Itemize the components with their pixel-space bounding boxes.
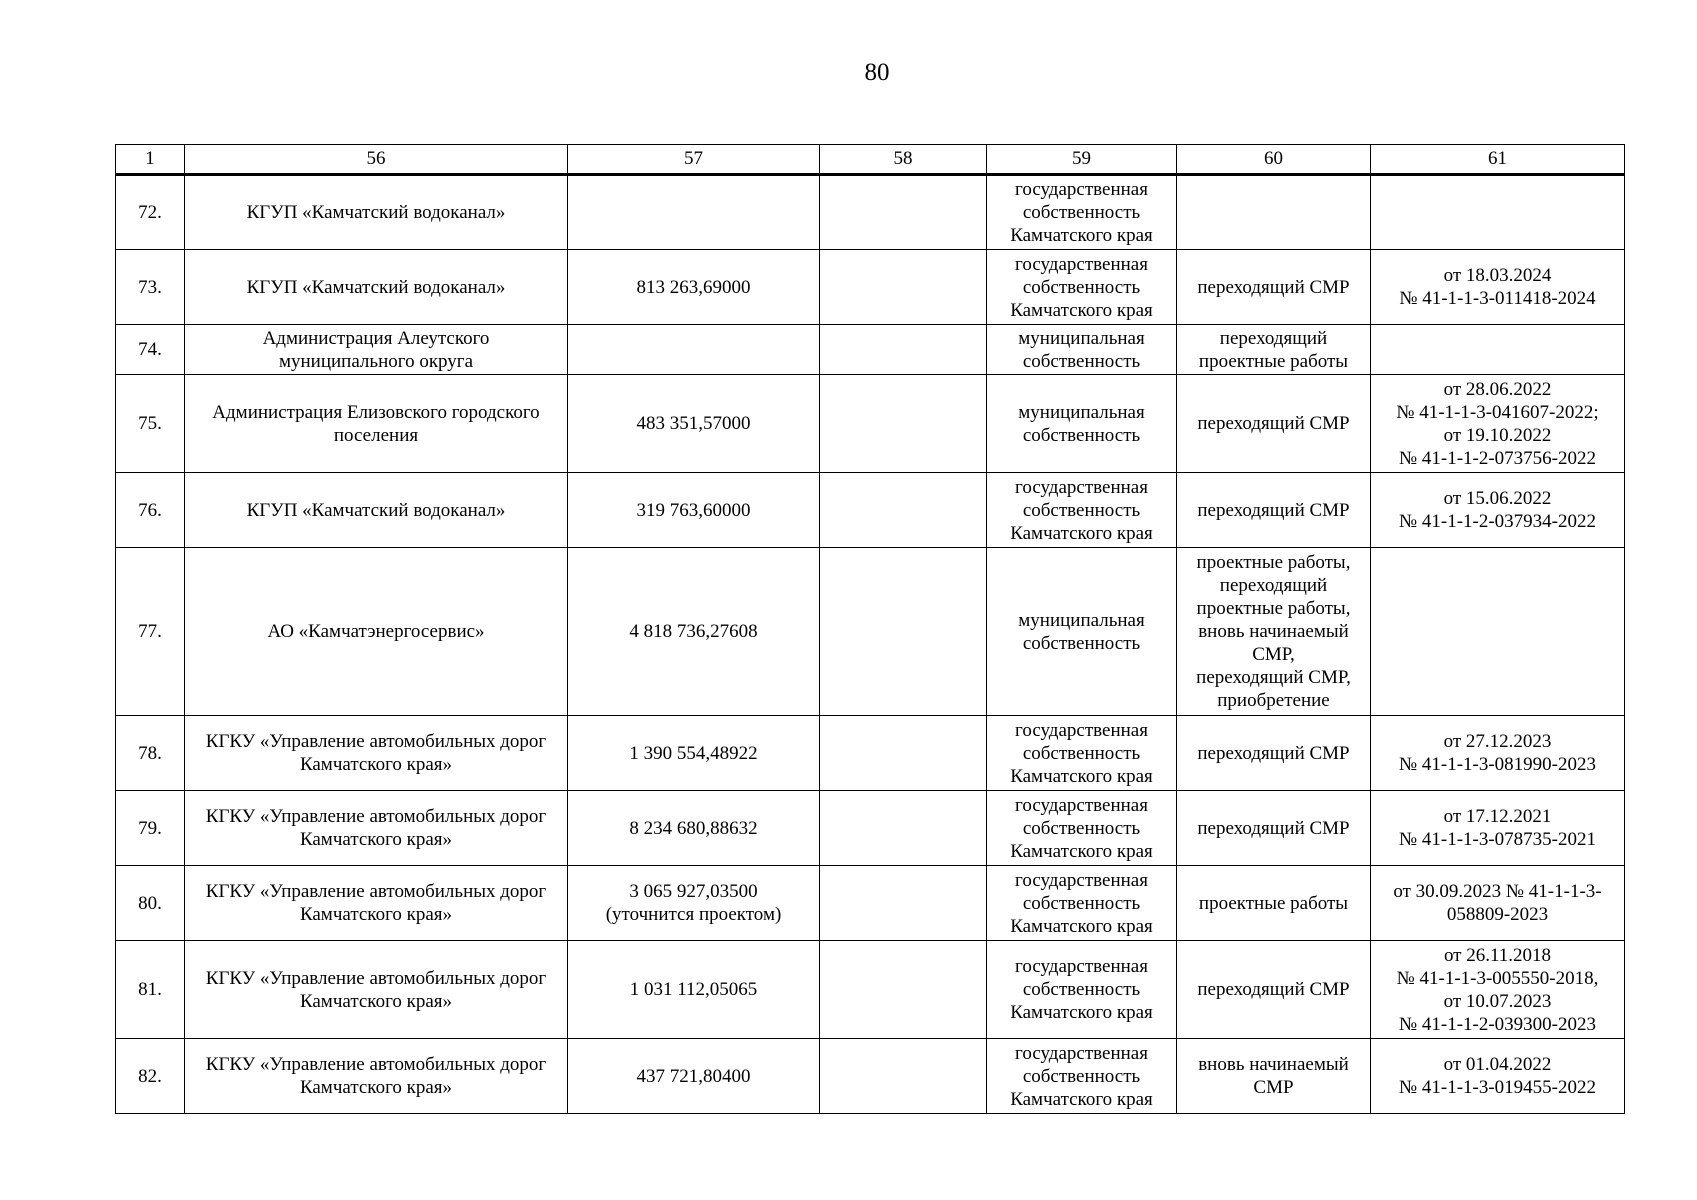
column-58-cell xyxy=(820,375,987,473)
cell-text-line: собственность xyxy=(1022,202,1141,223)
amount-cell xyxy=(568,941,820,1039)
cell-text-line: Камчатского края» xyxy=(299,990,453,1012)
column-header: 58 xyxy=(820,145,987,175)
cell-text-line: Камчатского края» xyxy=(299,904,453,925)
cell-text-line: проектные работы xyxy=(1198,892,1349,914)
organization-cell xyxy=(185,325,568,375)
table-body xyxy=(116,175,1625,1114)
documents-cell xyxy=(1371,250,1625,325)
cell-text-line: от 17.12.2021 xyxy=(1443,806,1552,827)
table-row xyxy=(116,325,1625,375)
stage-cell xyxy=(1177,941,1371,1039)
amount-cell xyxy=(568,473,820,548)
cell-text-line: от 28.06.2022 xyxy=(1443,378,1552,400)
column-header: 61 xyxy=(1371,145,1625,175)
cell-text-line: № 41-1-1-2-037934-2022 xyxy=(1398,511,1596,532)
column-58-cell xyxy=(820,866,987,941)
table-row xyxy=(116,548,1625,716)
cell-text-line: переходящий СМР xyxy=(1197,413,1350,434)
cell-text-line: от 27.12.2023 xyxy=(1443,731,1552,752)
cell-text-line: муниципальная xyxy=(1018,401,1145,423)
table-row xyxy=(116,791,1625,866)
cell-text-line: Камчатского края xyxy=(1010,299,1153,321)
cell-text-line: от 15.06.2022 xyxy=(1443,488,1552,509)
cell-text-line: собственность xyxy=(1022,499,1141,521)
ownership-cell xyxy=(987,175,1177,250)
stage-cell xyxy=(1177,866,1371,941)
row-number-cell: 82. xyxy=(116,1039,185,1114)
cell-text-line: Камчатского края xyxy=(1010,1088,1153,1110)
cell-text-line: КГУП «Камчатский водоканал» xyxy=(246,276,506,298)
documents-cell xyxy=(1371,866,1625,941)
cell-text-line: АО «Камчатэнергосервис» xyxy=(267,621,485,642)
cell-text-line: Камчатского края» xyxy=(299,1077,453,1098)
cell-text-line: государственная xyxy=(1015,253,1148,275)
documents-cell xyxy=(1371,941,1625,1039)
cell-text-line: собственность xyxy=(1022,350,1141,372)
column-header: 1 xyxy=(116,145,185,175)
cell-text-line: КГКУ «Управление автомобильных дорог xyxy=(205,967,547,989)
cell-text-line: № 41-1-1-2-039300-2023 xyxy=(1398,1013,1596,1035)
organization-cell xyxy=(185,866,568,941)
documents-cell xyxy=(1371,175,1625,250)
cell-text-line: СМР xyxy=(1253,1077,1294,1098)
column-58-cell xyxy=(820,941,987,1039)
cell-text-line: КГКУ «Управление автомобильных дорог xyxy=(205,806,547,827)
organization-cell xyxy=(185,716,568,791)
cell-text-line: переходящий СМР xyxy=(1197,742,1350,764)
cell-text-line: Камчатского края» xyxy=(299,829,453,850)
cell-text-line: 058809-2023 xyxy=(1446,904,1549,925)
stage-cell xyxy=(1177,375,1371,473)
cell-text-line: Камчатского края xyxy=(1010,915,1153,937)
cell-text-line: приобретение xyxy=(1217,690,1330,711)
column-58-cell xyxy=(820,473,987,548)
column-header: 60 xyxy=(1177,145,1371,175)
cell-text-line: государственная xyxy=(1015,794,1148,816)
organization-cell xyxy=(185,548,568,716)
cell-text-line: государственная xyxy=(1015,1042,1148,1064)
cell-text-line: государственная xyxy=(1015,956,1148,977)
column-58-cell xyxy=(820,325,987,375)
ownership-cell xyxy=(987,548,1177,716)
amount-cell xyxy=(568,325,820,375)
cell-text-line: 3 065 927,03500 xyxy=(629,881,758,902)
organization-cell xyxy=(185,941,568,1039)
cell-text-line: № 41-1-1-2-073756-2022 xyxy=(1398,447,1596,469)
cell-text-line: собственность xyxy=(1022,632,1141,654)
table-row xyxy=(116,375,1625,473)
organization-cell xyxy=(185,791,568,866)
ownership-cell xyxy=(987,866,1177,941)
column-header: 59 xyxy=(987,145,1177,175)
cell-text-line: № 41-1-1-3-041607-2022; xyxy=(1396,401,1599,423)
row-number-cell: 79. xyxy=(116,791,185,866)
cell-text-line: вновь начинаемый xyxy=(1198,621,1349,642)
row-number-cell: 75. xyxy=(116,375,185,473)
row-number-cell: 78. xyxy=(116,716,185,791)
cell-text-line: государственная xyxy=(1015,476,1148,498)
cell-text-line: собственность xyxy=(1022,1065,1141,1087)
column-58-cell xyxy=(820,791,987,866)
cell-text-line: вновь начинаемый xyxy=(1198,1054,1349,1075)
row-number-cell: 80. xyxy=(116,866,185,941)
column-header: 56 xyxy=(185,145,568,175)
table-row xyxy=(116,473,1625,548)
stage-cell xyxy=(1177,716,1371,791)
cell-text-line: 1 031 112,05065 xyxy=(629,979,758,1000)
stage-cell xyxy=(1177,175,1371,250)
cell-text-line: переходящий СМР xyxy=(1197,817,1350,839)
stage-cell xyxy=(1177,1039,1371,1114)
cell-text-line: 1 390 554,48922 xyxy=(629,742,758,764)
amount-cell xyxy=(568,716,820,791)
page-header xyxy=(0,58,1697,88)
cell-text-line: от 30.09.2023 № 41-1-1-3- xyxy=(1393,881,1602,902)
cell-text-line: собственность xyxy=(1022,742,1141,764)
cell-text-line: от 18.03.2024 xyxy=(1443,265,1552,286)
documents-cell xyxy=(1371,548,1625,716)
stage-cell xyxy=(1177,791,1371,866)
cell-text-line: КГКУ «Управление автомобильных дорог xyxy=(205,1054,547,1075)
cell-text-line: КГКУ «Управление автомобильных дорог xyxy=(205,881,547,902)
cell-text-line: собственность xyxy=(1022,817,1141,839)
cell-text-line: 4 818 736,27608 xyxy=(629,621,758,642)
amount-cell xyxy=(568,548,820,716)
cell-text-line: 483 351,57000 xyxy=(636,413,751,434)
table-row xyxy=(116,250,1625,325)
cell-text-line: Камчатского края xyxy=(1010,225,1153,246)
cell-text-line: 437 721,80400 xyxy=(636,1065,751,1087)
page-number: 80 xyxy=(864,59,890,86)
organization-cell xyxy=(185,375,568,473)
amount-cell xyxy=(568,866,820,941)
cell-text-line: собственность xyxy=(1022,276,1141,298)
table-row xyxy=(116,716,1625,791)
column-58-cell xyxy=(820,716,987,791)
cell-text-line: от 10.07.2023 xyxy=(1443,990,1552,1012)
documents-cell xyxy=(1371,325,1625,375)
cell-text-line: № 41-1-1-3-011418-2024 xyxy=(1399,288,1596,309)
table-header xyxy=(116,145,1625,175)
amount-cell xyxy=(568,175,820,250)
cell-text-line: № 41-1-1-3-081990-2023 xyxy=(1398,754,1596,775)
cell-text-line: поселения xyxy=(333,424,419,446)
row-number-cell: 74. xyxy=(116,325,185,375)
amount-cell xyxy=(568,791,820,866)
cell-text-line: 319 763,60000 xyxy=(636,499,751,521)
cell-text-line: муниципального округа xyxy=(278,350,474,372)
row-number-cell: 72. xyxy=(116,175,185,250)
cell-text-line: Камчатского края xyxy=(1010,1002,1153,1023)
cell-text-line: 813 263,69000 xyxy=(636,276,751,298)
stage-cell xyxy=(1177,548,1371,716)
cell-text-line: КГУП «Камчатский водоканал» xyxy=(246,499,506,521)
ownership-cell xyxy=(987,250,1177,325)
cell-text-line: от 19.10.2022 xyxy=(1443,424,1552,446)
ownership-cell xyxy=(987,1039,1177,1114)
organization-cell xyxy=(185,1039,568,1114)
amount-cell xyxy=(568,250,820,325)
cell-text-line: муниципальная xyxy=(1018,327,1145,349)
ownership-cell xyxy=(987,375,1177,473)
cell-text-line: государственная xyxy=(1015,179,1148,200)
organization-cell xyxy=(185,175,568,250)
cell-text-line: государственная xyxy=(1015,719,1148,741)
stage-cell xyxy=(1177,473,1371,548)
table-row xyxy=(116,866,1625,941)
cell-text-line: проектные работы, xyxy=(1196,598,1351,619)
row-number-cell: 81. xyxy=(116,941,185,1039)
stage-cell xyxy=(1177,250,1371,325)
ownership-cell xyxy=(987,791,1177,866)
table-row xyxy=(116,941,1625,1039)
cell-text-line: от 01.04.2022 xyxy=(1443,1054,1552,1075)
organization-cell xyxy=(185,250,568,325)
cell-text-line: Камчатского края xyxy=(1010,522,1153,544)
cell-text-line: от 26.11.2018 xyxy=(1443,944,1552,966)
column-58-cell xyxy=(820,548,987,716)
cell-text-line: проектные работы, xyxy=(1196,552,1351,573)
cell-text-line: КГКУ «Управление автомобильных дорог xyxy=(205,731,547,752)
documents-cell xyxy=(1371,375,1625,473)
cell-text-line: переходящий СМР, xyxy=(1196,667,1351,688)
cell-text-line: Администрация Елизовского городского xyxy=(212,401,540,423)
ownership-cell xyxy=(987,473,1177,548)
column-58-cell xyxy=(820,175,987,250)
cell-text-line: № 41-1-1-3-019455-2022 xyxy=(1398,1077,1596,1098)
cell-text-line: переходящий СМР xyxy=(1197,979,1350,1000)
table-row xyxy=(116,175,1625,250)
column-58-cell xyxy=(820,1039,987,1114)
cell-text-line: собственность xyxy=(1022,892,1141,914)
registry-table xyxy=(115,144,1625,1114)
cell-text-line: муниципальная xyxy=(1018,609,1145,631)
cell-text-line: Камчатского края xyxy=(1010,840,1153,862)
cell-text-line: государственная xyxy=(1015,869,1148,891)
row-number-cell: 77. xyxy=(116,548,185,716)
cell-text-line: КГУП «Камчатский водоканал» xyxy=(246,202,506,223)
cell-text-line: переходящий СМР xyxy=(1197,276,1350,298)
ownership-cell xyxy=(987,941,1177,1039)
cell-text-line: переходящий xyxy=(1219,575,1328,596)
column-header: 57 xyxy=(568,145,820,175)
ownership-cell xyxy=(987,716,1177,791)
amount-cell xyxy=(568,375,820,473)
ownership-cell xyxy=(987,325,1177,375)
cell-text-line: (уточнится проектом) xyxy=(605,904,782,925)
documents-cell xyxy=(1371,473,1625,548)
row-number-cell: 73. xyxy=(116,250,185,325)
cell-text-line: Камчатского края» xyxy=(299,754,453,775)
row-number-cell: 76. xyxy=(116,473,185,548)
documents-cell xyxy=(1371,1039,1625,1114)
cell-text-line: Камчатского края xyxy=(1010,765,1153,787)
organization-cell xyxy=(185,473,568,548)
cell-text-line: № 41-1-1-3-005550-2018, xyxy=(1396,967,1599,989)
amount-cell xyxy=(568,1039,820,1114)
cell-text-line: переходящий xyxy=(1219,327,1328,349)
cell-text-line: № 41-1-1-3-078735-2021 xyxy=(1398,829,1596,850)
cell-text-line: проектные работы xyxy=(1198,350,1349,372)
cell-text-line: СМР, xyxy=(1252,644,1295,665)
table-row xyxy=(116,1039,1625,1114)
cell-text-line: собственность xyxy=(1022,979,1141,1000)
cell-text-line: собственность xyxy=(1022,424,1141,446)
documents-cell xyxy=(1371,716,1625,791)
header-row xyxy=(116,145,1625,175)
cell-text-line: Администрация Алеутского xyxy=(262,327,490,349)
cell-text-line: 8 234 680,88632 xyxy=(629,817,758,839)
column-58-cell xyxy=(820,250,987,325)
documents-cell xyxy=(1371,791,1625,866)
stage-cell xyxy=(1177,325,1371,375)
cell-text-line: переходящий СМР xyxy=(1197,499,1350,521)
